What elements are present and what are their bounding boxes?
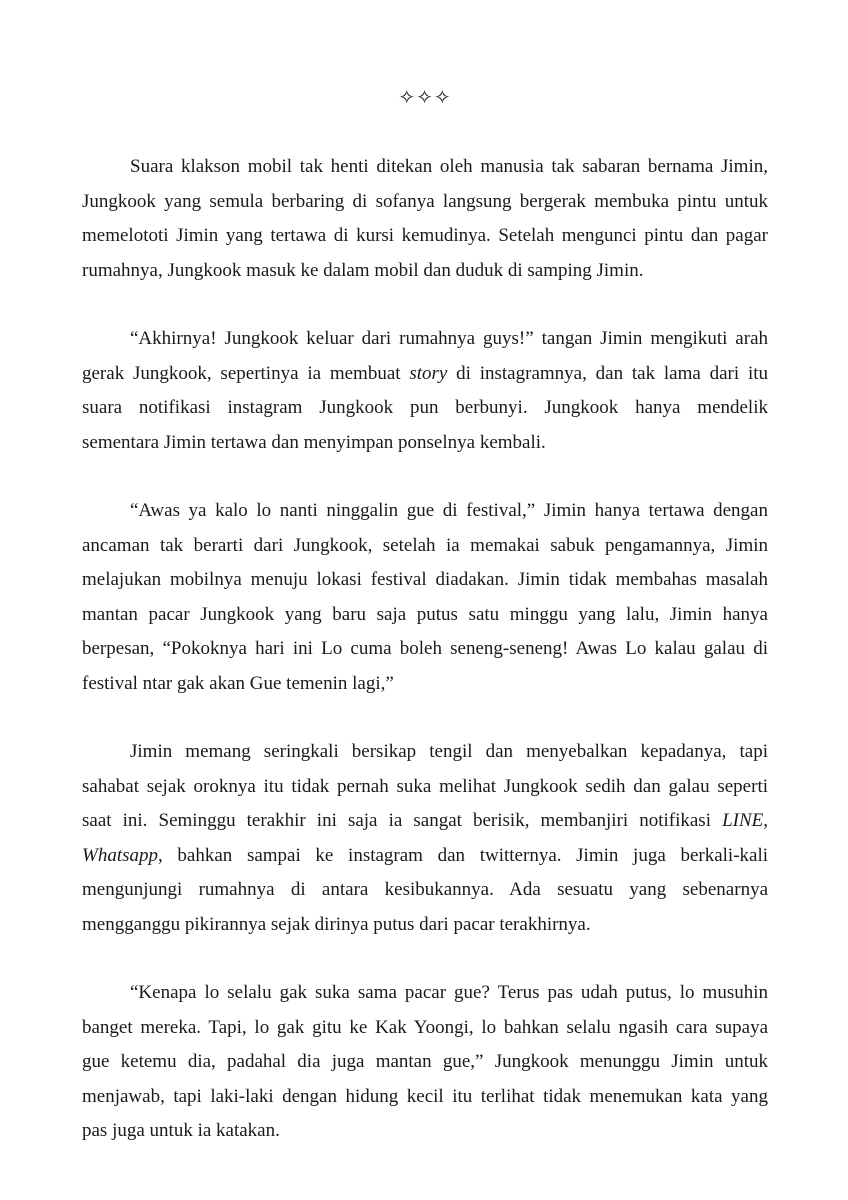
text-line: pas juga untuk ia katakan.: [82, 1120, 280, 1141]
italic-word: Whatsapp,: [82, 844, 163, 866]
text-line: melajukan mobilnya menuju lokasi festival diadakan. Jimin tidak membahas masalah: [82, 569, 768, 590]
paragraph-5: [82, 976, 768, 1149]
text-line: [82, 839, 768, 874]
text-line: berpesan, “Pokoknya hari ini Lo cuma boleh seneng-seneng! Awas Lo kalau galau di: [82, 638, 768, 659]
text-span: di instagramnya, dan tak lama dari itu: [456, 362, 769, 384]
text-line: “Kenapa lo selalu gak suka sama pacar gue? Terus pas udah putus, lo musuhin: [130, 982, 768, 1003]
text-line: memelototi Jimin yang tertawa di kursi kemudinya. Setelah mengunci pintu dan pagar: [82, 225, 768, 246]
text-span: gerak Jungkook, sepertinya ia membuat: [82, 362, 401, 384]
text-line: “Akhirnya! Jungkook keluar dari rumahnya guys!” tangan Jimin mengikuti arah: [130, 328, 768, 349]
text-line: sahabat sejak oroknya itu tidak pernah suka melihat Jungkook sedih dan galau seperti: [82, 775, 768, 797]
italic-word: LINE,: [722, 810, 769, 831]
paragraph-1: [82, 150, 768, 288]
text-line: [82, 357, 768, 392]
text-line: Suara klakson mobil tak henti ditekan oleh manusia tak sabaran bernama Jimin,: [130, 156, 768, 177]
italic-word: story: [409, 362, 448, 384]
paragraph-3: [82, 494, 768, 701]
text-line: [82, 804, 768, 839]
text-span: saat ini. Seminggu terakhir ini saja ia sangat berisik, membanjiri notifikasi: [82, 810, 711, 831]
text-line: mengganggu pikirannya sejak dirinya putus dari pacar terakhirnya.: [82, 913, 591, 935]
text-line: ancaman tak berarti dari Jungkook, setelah ia memakai sabuk pengamannya, Jimin: [82, 534, 768, 556]
text-line: mengunjungi rumahnya di antara kesibukannya. Ada sesuatu yang sebenarnya: [82, 879, 768, 900]
document-page: [82, 0, 768, 1149]
text-line: Jimin memang seringkali bersikap tengil dan menyebalkan kepadanya, tapi: [130, 741, 768, 762]
text-line: banget mereka. Tapi, lo gak gitu ke Kak Yoongi, lo bahkan selalu ngasih cara supaya: [82, 1016, 768, 1038]
text-span: bahkan sampai ke instagram dan twitternya. Jimin juga berkali-kali: [177, 844, 769, 866]
text-line: suara notifikasi instagram Jungkook pun berbunyi. Jungkook hanya mendelik: [82, 397, 768, 418]
text-line: gue ketemu dia, padahal dia juga mantan gue,” Jungkook menunggu Jimin untuk: [82, 1051, 768, 1072]
scene-break-divider: ✧✧✧: [398, 85, 452, 109]
text-line: festival ntar gak akan Gue temenin lagi,”: [82, 672, 394, 694]
paragraph-2: [82, 322, 768, 460]
text-line: “Awas ya kalo lo nanti ninggalin gue di festival,” Jimin hanya tertawa dengan: [130, 500, 768, 521]
text-line: sementara Jimin tertawa dan menyimpan ponselnya kembali.: [82, 431, 546, 453]
text-line: Jungkook yang semula berbaring di sofanya langsung bergerak membuka pintu untuk: [82, 190, 768, 212]
text-line: menjawab, tapi laki-laki dengan hidung kecil itu terlihat tidak menemukan kata yang: [82, 1085, 768, 1107]
text-line: mantan pacar Jungkook yang baru saja putus satu minggu yang lalu, Jimin hanya: [82, 603, 768, 625]
paragraph-4: [82, 735, 768, 942]
text-line: rumahnya, Jungkook masuk ke dalam mobil dan duduk di samping Jimin.: [82, 259, 644, 281]
